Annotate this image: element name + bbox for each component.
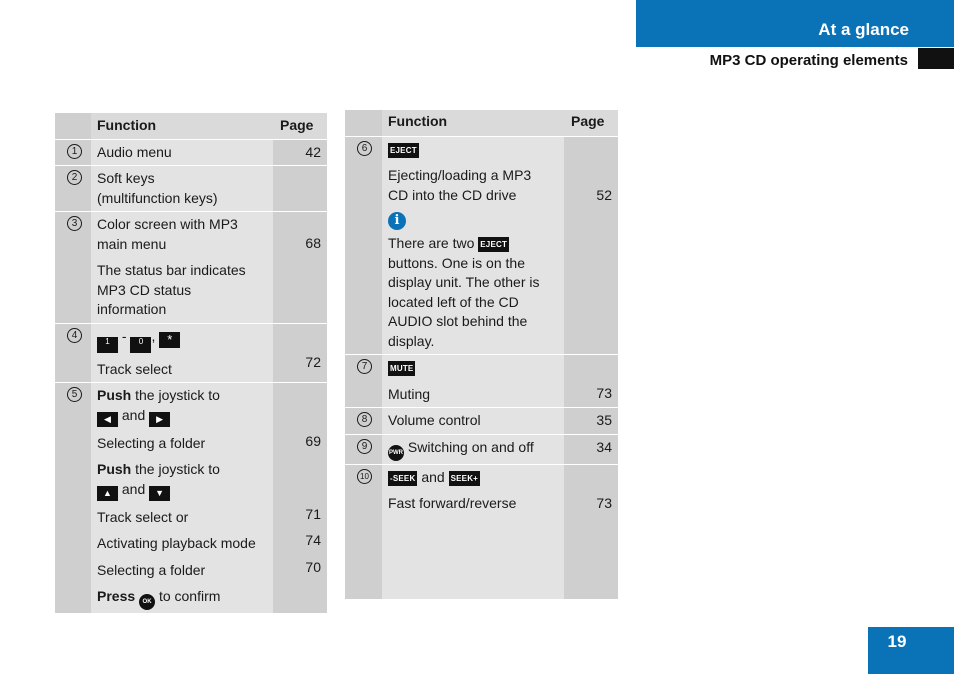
item-number: 10 [357,469,372,484]
power-button-icon: PWR [388,445,404,461]
arrow-left-icon: ◀ [97,412,118,427]
item-number: 8 [357,412,372,427]
header-function: Function [91,113,273,139]
item-number: 4 [67,328,82,343]
header-marker [918,48,954,69]
table-header [345,110,618,137]
table-row: 4 1 - 0 , * Track select 72 [55,324,327,384]
table-row: 9 PWR Switching on and off 34 [345,435,618,465]
arrow-up-icon: ▲ [97,486,118,501]
seek-back-key-icon: -SEEK [388,471,417,486]
header-function: Function [382,110,564,136]
table-row: 5 Push the joystick to ◀ and ▶ Selecting a folder Push the joystick to ▲ and ▼ Track select or Activating playback mode Selecting a folder Press OK to confirm 69 71 74 70 [55,383,327,613]
info-icon: i [388,212,406,230]
header-page: Page [564,110,618,136]
mute-key-icon: MUTE [388,361,415,376]
item-number: 9 [357,439,372,454]
item-number: 3 [67,216,82,231]
page-number: 19 [887,632,907,651]
item-number: 5 [67,387,82,402]
key-zero-icon: 0 [130,337,151,353]
item-number: 1 [67,144,82,159]
ok-button-icon: OK [139,594,155,610]
table-row: 1 Audio menu 42 [55,140,327,167]
key-star-icon: * [159,332,180,348]
table-row: 3 Color screen with MP3 main menu The status bar indicates MP3 CD status information 68 [55,212,327,324]
arrow-down-icon: ▼ [149,486,170,501]
left-function-table [55,113,327,613]
header-page: Page [273,113,327,139]
arrow-right-icon: ▶ [149,412,170,427]
table-header [55,113,327,140]
right-function-table [345,110,618,599]
item-number: 6 [357,141,372,156]
page-number-box [868,627,954,674]
table-row: 8 Volume control 35 [345,408,618,435]
eject-key-icon: EJECT [478,237,509,252]
page-subtitle: MP3 CD operating elements [709,52,908,69]
item-number: 7 [357,359,372,374]
table-row: 2 Soft keys (multifunction keys) [55,166,327,212]
table-row: 10 -SEEK and SEEK+ Fast forward/reverse 73 [345,465,618,599]
item-number: 2 [67,170,82,185]
table-row: 6 EJECT Ejecting/loading a MP3 CD into the CD drive i There are two EJECT buttons. One is on the display unit. The other is located left of the CD AUDIO slot behind the display. 52 [345,137,618,356]
eject-key-icon: EJECT [388,143,419,158]
table-row: 7 MUTE Muting 73 [345,355,618,408]
section-title: At a glance [818,20,909,39]
seek-forward-key-icon: SEEK+ [449,471,480,486]
key-one-icon: 1 [97,337,118,353]
